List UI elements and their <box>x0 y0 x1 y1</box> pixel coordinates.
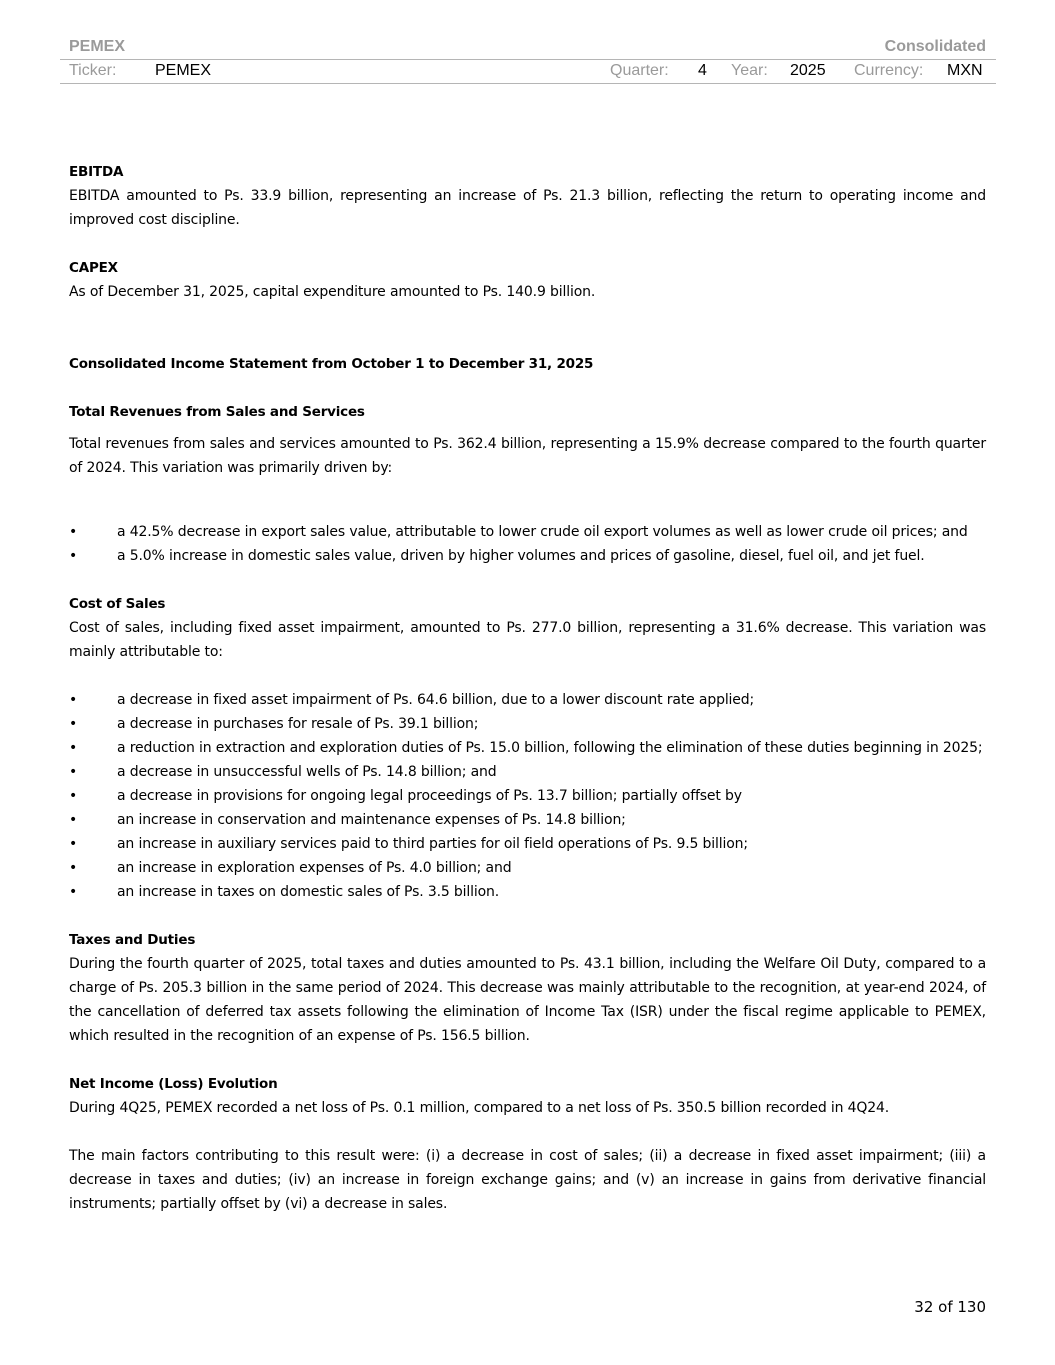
ebitda-heading: EBITDA <box>69 164 124 180</box>
report-meta-row <box>60 60 996 84</box>
ticker-label: Ticker: <box>69 62 117 79</box>
bullet-icon: • <box>69 692 78 708</box>
bullet-icon: • <box>69 836 78 852</box>
document-body <box>69 160 986 1216</box>
net-income-heading: Net Income (Loss) Evolution <box>69 1076 278 1092</box>
list-item: • an increase in exploration expenses of Ps. 4.0 billion; and <box>69 856 986 880</box>
cost-of-sales-bullet-list <box>69 688 986 904</box>
list-item: • a decrease in unsuccessful wells of Ps. 14.8 billion; and <box>69 760 986 784</box>
bullet-icon: • <box>69 716 78 732</box>
bullet-icon: • <box>69 884 78 900</box>
revenues-heading: Total Revenues from Sales and Services <box>69 404 365 420</box>
list-item: • a decrease in provisions for ongoing legal proceedings of Ps. 13.7 billion; partially offset by <box>69 784 986 808</box>
page-number: 32 of 130 <box>914 1298 986 1316</box>
scope-label: Consolidated <box>884 38 986 55</box>
list-item: • an increase in auxiliary services paid to third parties for oil field operations of Ps. 9.5 billion; <box>69 832 986 856</box>
capex-paragraph: As of December 31, 2025, capital expenditure amounted to Ps. 140.9 billion. <box>69 284 596 300</box>
bullet-icon: • <box>69 548 78 564</box>
list-item: • an increase in conservation and maintenance expenses of Ps. 14.8 billion; <box>69 808 986 832</box>
cost-of-sales-heading: Cost of Sales <box>69 596 166 612</box>
net-income-paragraph-2: The main factors contributing to this result were: (i) a decrease in cost of sales; (ii) a decrease in fixed asset impairment; (iii) a decrease in taxes and duties; (iv) an increase in foreign exchange gains; and (v) an increase in gains from derivative financial instruments; partially offset by (vi) a decrease in sales. <box>69 1148 986 1212</box>
taxes-heading: Taxes and Duties <box>69 932 196 948</box>
revenues-paragraph: Total revenues from sales and services amounted to Ps. 362.4 billion, representing a 15.9% decrease compared to the fourth quarter of 2024. This variation was primarily driven by: <box>69 436 986 476</box>
currency-label: Currency: <box>854 62 924 79</box>
list-item: • a reduction in extraction and exploration duties of Ps. 15.0 billion, following the elimination of these duties beginning in 2025; <box>69 736 986 760</box>
year-label: Year: <box>731 62 768 79</box>
bullet-icon: • <box>69 524 78 540</box>
ticker-value: PEMEX <box>155 62 212 79</box>
bullet-icon: • <box>69 812 78 828</box>
list-item: • a decrease in purchases for resale of Ps. 39.1 billion; <box>69 712 986 736</box>
bullet-icon: • <box>69 764 78 780</box>
quarter-label: Quarter: <box>610 62 669 79</box>
list-item: • a 42.5% decrease in export sales value, attributable to lower crude oil export volumes as well as lower crude oil prices; and <box>69 520 986 544</box>
currency-value: MXN <box>947 62 983 79</box>
report-header <box>60 37 996 60</box>
list-item: • an increase in taxes on domestic sales of Ps. 3.5 billion. <box>69 880 986 904</box>
list-item: • a decrease in fixed asset impairment of Ps. 64.6 billion, due to a lower discount rate applied; <box>69 688 986 712</box>
revenues-bullet-list <box>69 520 986 568</box>
ebitda-paragraph: EBITDA amounted to Ps. 33.9 billion, representing an increase of Ps. 21.3 billion, reflecting the return to operating income and improved cost discipline. <box>69 188 986 228</box>
taxes-paragraph: During the fourth quarter of 2025, total taxes and duties amounted to Ps. 43.1 billion, including the Welfare Oil Duty, compared to a charge of Ps. 205.3 billion in the same period of 2024. This decrease was mainly attributable to the recognition, at year-end 2024, of the cancellation of deferred tax assets following the elimination of Income Tax (ISR) under the fiscal regime applicable to PEMEX, which resulted in the recognition of an expense of Ps. 156.5 billion. <box>69 956 986 1044</box>
income-statement-heading: Consolidated Income Statement from October 1 to December 31, 2025 <box>69 356 594 372</box>
year-value: 2025 <box>790 62 826 79</box>
cost-of-sales-paragraph: Cost of sales, including fixed asset impairment, amounted to Ps. 277.0 billion, representing a 31.6% decrease. This variation was mainly attributable to: <box>69 620 986 660</box>
list-item: • a 5.0% increase in domestic sales value, driven by higher volumes and prices of gasoline, diesel, fuel oil, and jet fuel. <box>69 544 986 568</box>
net-income-paragraph-1: During 4Q25, PEMEX recorded a net loss of Ps. 0.1 million, compared to a net loss of Ps. 350.5 billion recorded in 4Q24. <box>69 1100 890 1116</box>
company-name: PEMEX <box>69 38 126 55</box>
bullet-icon: • <box>69 788 78 804</box>
bullet-icon: • <box>69 860 78 876</box>
capex-heading: CAPEX <box>69 260 118 276</box>
quarter-value: 4 <box>698 62 707 79</box>
bullet-icon: • <box>69 740 78 756</box>
